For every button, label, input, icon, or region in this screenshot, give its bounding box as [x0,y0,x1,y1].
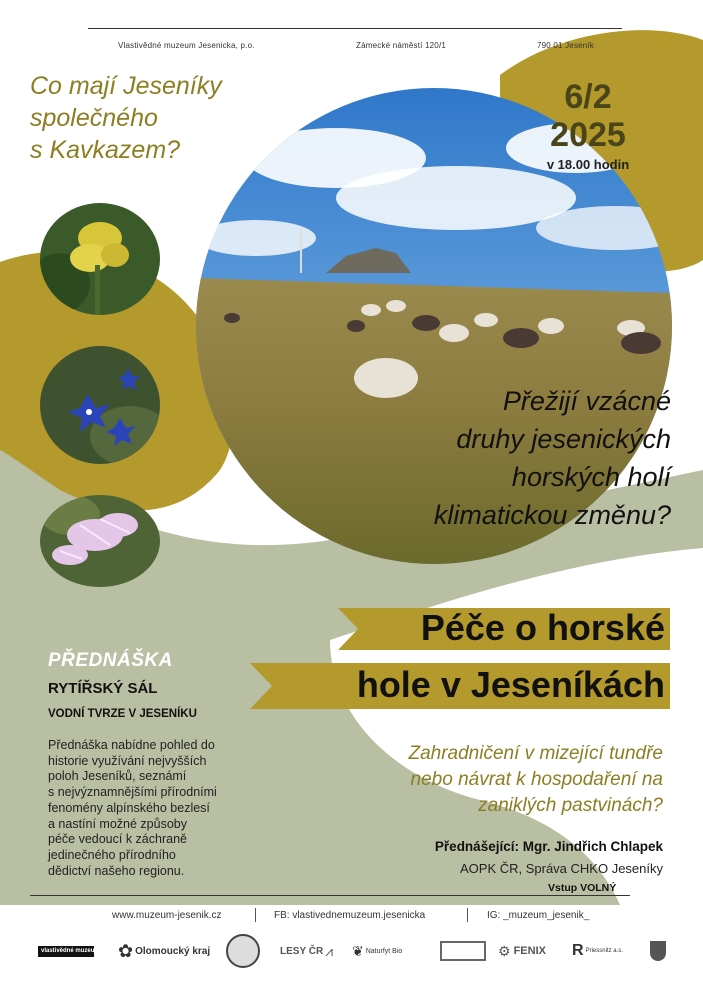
logo-priessnitz: R Priessnitz a.s. [572,942,623,959]
logo-museum: vlastivědné muzeum jesenicka [38,934,94,968]
header-org: Vlastivědné muzeum Jesenicka, p.o. [118,41,255,50]
priessnitz-icon: R [572,942,584,959]
entry-info: Vstup VOLNÝ [548,882,617,894]
event-date [528,78,648,176]
coat-of-arms-icon [650,941,666,961]
footer-web-link[interactable]: www.muzeum-jesenik.cz [112,910,222,921]
seal-icon [226,934,260,968]
lesy-icon: ⩘ [325,942,334,959]
lecture-place: RYTÍŘSKÝ SÁL [48,680,158,697]
footer-divider [255,908,256,922]
date-year: 2025 [550,116,626,154]
logo-fenix: ⚙ FENIX [498,942,546,959]
blue-gentian-photo [40,346,160,464]
header-rule [88,28,622,29]
entry-rule [30,895,630,896]
logo-seal [226,934,260,968]
question-climate: Přežijí vzácné druhy jesenických horských holí klimatickou změnu? [433,386,671,530]
footer-facebook-link[interactable]: FB: vlastivednemuzeum.jesenicka [274,910,426,921]
speaker-name: Přednášející: Mgr. Jindřich Chlapek [434,839,663,854]
date-day: 6/2 [564,78,612,116]
footer-instagram-link[interactable]: IG: _muzeum_jesenik_ [487,910,590,921]
title-line-1: Péče o horské [420,607,665,648]
speaker-org: AOPK ČR, Správa CHKO Jeseníky [459,861,663,876]
pink-carnation-photo [40,495,160,587]
lecture-venue: VODNÍ TVRZE V JESENÍKU [48,708,197,720]
logo-line-mark [440,934,486,968]
footer-divider [467,908,468,922]
fenix-icon: ⚙ [498,942,511,959]
lecture-description: Přednáška nabídne pohled do historie využívání nejvyšších poloh Jeseníků, seznámí s nejvýznamnějšími přírodními fenomény alpínského bezlesí a nastíní možné způsoby péče vedoucí k záchraně jedinečného přírodního dědictví našeho regionu. [48,738,217,878]
line-logo-icon [440,941,486,961]
logo-coat-of-arms [650,934,666,968]
date-time: v 18.00 hodin [546,157,630,172]
logo-olomoucky-kraj: ✿ Olomoucký kraj [118,940,211,961]
naturfyt-icon: ❦ [352,942,364,959]
subtitle-question: Zahradničení v mizející tundře nebo návrat k hospodaření na zaniklých pastvinách? [408,743,663,816]
logo-naturfyt: ❦ Naturfyt Bio [352,942,403,959]
title-line-2: hole v Jeseníkách [356,664,665,705]
lecture-kind: PŘEDNÁŠKA [48,650,173,671]
olomoucky-kraj-icon: ✿ [118,940,134,961]
logo-lesy-cr: LESY ČR ⩘ [280,942,334,959]
header-address: Zámecké náměstí 120/1 [356,41,447,50]
question-caucasus: Co mají Jeseníky společného s Kavkazem? [30,72,222,164]
yellow-gentian-photo [40,203,160,315]
header-city: 790 01 Jeseník [537,41,595,50]
